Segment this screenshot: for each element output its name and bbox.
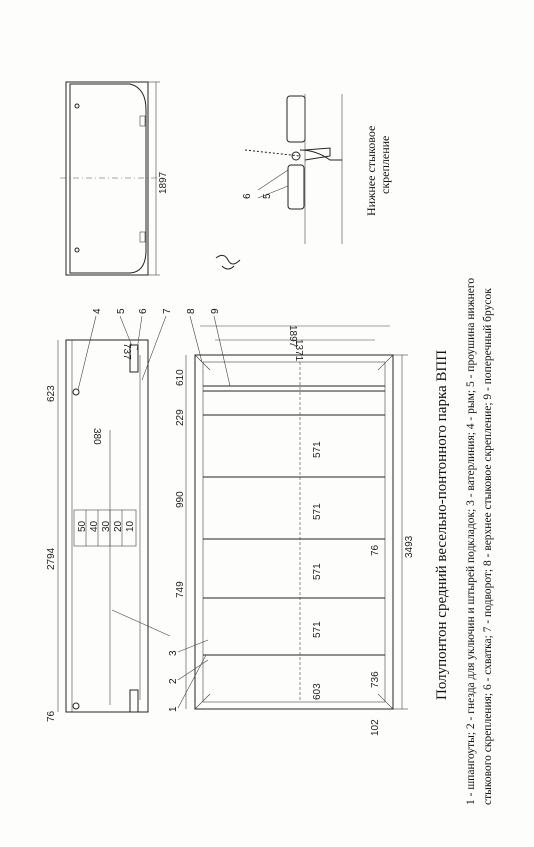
- detail-title-line1: Нижнее стыковое: [364, 125, 378, 216]
- label-6: 6: [138, 308, 149, 314]
- label-3: 3: [168, 650, 179, 656]
- dim-571-a: 571: [312, 441, 323, 458]
- dim-380: 380: [91, 428, 102, 445]
- end-view-bracket: [140, 232, 145, 242]
- dim-76-left: 76: [46, 710, 57, 722]
- end-view-outline: [66, 82, 148, 275]
- dim-571-d: 571: [312, 621, 323, 638]
- dim-229: 229: [175, 409, 186, 426]
- end-view-rivet: [75, 104, 79, 108]
- label-9: 9: [210, 308, 221, 314]
- dim-749: 749: [175, 581, 186, 598]
- detail-eye-lug: [288, 165, 304, 209]
- detail-label-6: 6: [242, 193, 253, 199]
- end-view-bracket: [140, 116, 145, 126]
- dim-76-mid: 76: [370, 544, 381, 556]
- label-4: 4: [92, 308, 103, 314]
- plan-outline: [195, 355, 393, 709]
- end-view-rivet: [75, 248, 79, 252]
- dim-737: 737: [121, 343, 132, 360]
- dim-2794: 2794: [46, 547, 57, 570]
- detail-upper-block: [287, 96, 305, 142]
- dim-1897-plan: 1897: [287, 325, 298, 348]
- label-8: 8: [186, 308, 197, 314]
- scale-40: 40: [89, 520, 100, 532]
- figure-caption-line1: 1 - шпангоуты; 2 - гнезда для уключин и штырей подкладок; 3 - ватерлиния; 4 - рым; 5 - проушина нижнего: [465, 277, 477, 805]
- scale-10: 10: [125, 520, 136, 532]
- figure-title: Полупонтон средний весельно-понтонного парка ВПП: [434, 349, 450, 700]
- scale-50: 50: [77, 520, 88, 532]
- detail-clamp: [305, 148, 330, 160]
- dim-571-b: 571: [312, 503, 323, 520]
- dim-990: 990: [175, 491, 186, 508]
- detail-title-line2: скрепление: [378, 135, 392, 194]
- dim-610: 610: [175, 369, 186, 386]
- side-view: [46, 308, 173, 722]
- dim-603: 603: [312, 683, 323, 700]
- dim-736: 736: [370, 671, 381, 688]
- scale-20: 20: [113, 520, 124, 532]
- end-view: [60, 82, 169, 275]
- label-7: 7: [162, 308, 173, 314]
- figure-caption-line2: стыкового скрепления; 6 - схватка; 7 - подворот; 8 - верхнее стыковое скрепление; 9 - поперечный брусок: [482, 288, 494, 805]
- plan-view: [168, 308, 415, 736]
- side-fitting: [130, 690, 138, 712]
- end-view-hull: [70, 84, 146, 273]
- dim-1371: 1371: [293, 339, 304, 362]
- detail-hook: [300, 150, 342, 160]
- scale-30: 30: [101, 520, 112, 532]
- dim-623: 623: [46, 385, 57, 402]
- dim-102: 102: [370, 719, 381, 736]
- dim-3493: 3493: [404, 535, 415, 558]
- dim-571-c: 571: [312, 563, 323, 580]
- label-2: 2: [168, 678, 179, 684]
- rope-knot-icon: [216, 255, 240, 269]
- label-1: 1: [168, 706, 179, 712]
- detail-label-5: 5: [262, 193, 273, 199]
- label-5: 5: [116, 308, 127, 314]
- dim-1897-top: 1897: [158, 171, 169, 194]
- joint-detail: [216, 94, 392, 269]
